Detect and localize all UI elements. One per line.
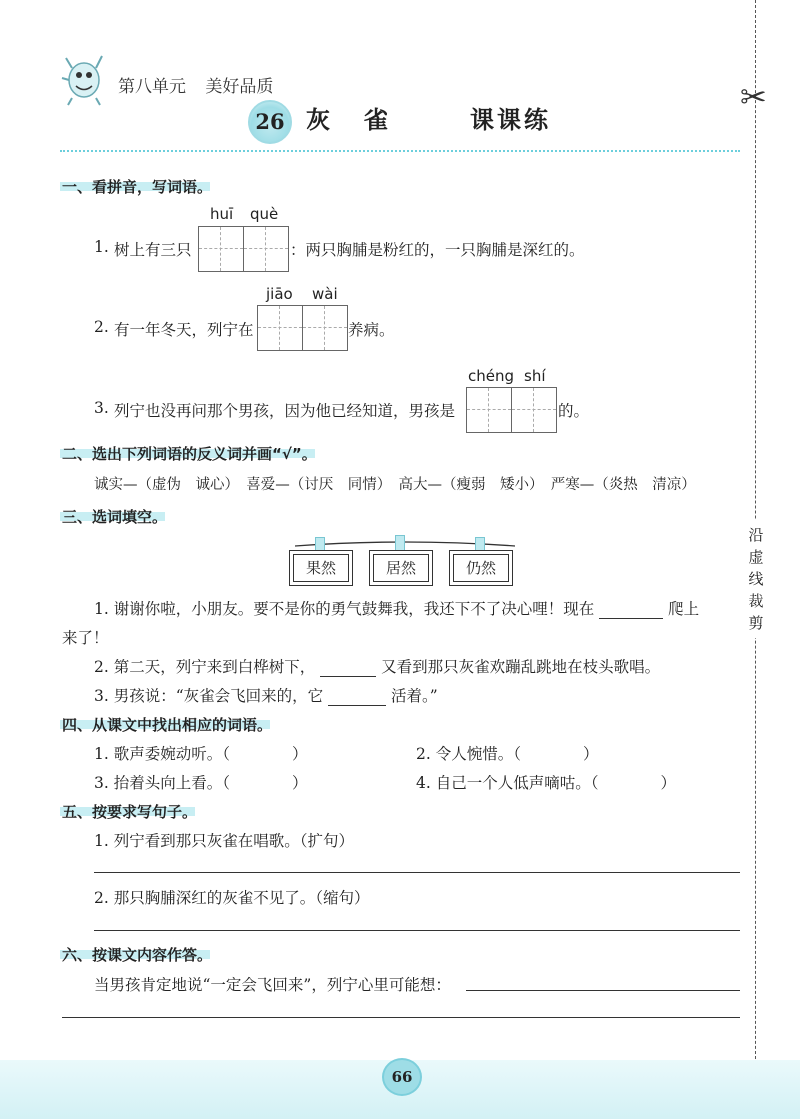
s3-q1-text-a: 1. 谢谢你啦，小朋友。要不是你的勇气鼓舞我，我还下不了决心哩！现在 xyxy=(94,600,595,618)
s5-q1: 1. 列宁看到那只灰雀在唱歌。（扩句） xyxy=(94,832,354,850)
fill-blank[interactable] xyxy=(599,602,663,619)
mascot-illustration xyxy=(58,48,110,106)
s3-q3-text-a: 3. 男孩说：“灰雀会飞回来的，它 xyxy=(94,687,324,705)
char-box[interactable] xyxy=(511,387,557,433)
section-5-title: 五、按要求写句子。 xyxy=(62,803,198,821)
s3-q3-text-b: 活着。” xyxy=(391,687,438,705)
s4-q3: 3. 抬着头向上看。（ ） xyxy=(94,774,308,792)
s1-q3-before: 列宁也没再问那个男孩，因为他已经知道，男孩是 xyxy=(114,402,456,420)
s4-q2: 2. 令人惋惜。（ ） xyxy=(416,745,599,763)
section-6-title: 六、按课文内容作答。 xyxy=(62,946,213,964)
fill-blank[interactable] xyxy=(320,660,376,677)
s3-q2 xyxy=(94,655,660,677)
section-2-title: 二、选出下列词语的反义词并画“√”。 xyxy=(62,445,317,463)
antonym-line: 诚实—（虚伪 诚心） 喜爱—（讨厌 同情） 高大—（瘦弱 矮小） 严寒—（炎热 清凉） xyxy=(94,477,696,493)
char-box[interactable] xyxy=(466,387,512,433)
scissors-icon: ✂ xyxy=(740,78,767,116)
word-card-juran xyxy=(369,550,433,586)
char-box[interactable] xyxy=(257,305,303,351)
lesson-number-badge: 26 xyxy=(248,100,292,144)
s1-q2-after: 养病。 xyxy=(348,321,395,339)
s4-q4: 4. 自己一个人低声嘀咕。（ ） xyxy=(416,774,676,792)
s3-q3 xyxy=(94,684,438,706)
s3-q2-text-a: 2. 第二天，列宁来到白桦树下， xyxy=(94,658,316,676)
s3-q2-text-b: 又看到那只灰雀欢蹦乱跳地在枝头歌唱。 xyxy=(381,658,661,676)
s3-q1-text-b: 爬上 xyxy=(668,600,700,618)
word-card-label: 仍然 xyxy=(453,554,509,582)
section-4-title: 四、从课文中找出相应的词语。 xyxy=(62,716,273,734)
s1-q1-num: 1. xyxy=(94,238,109,256)
char-box[interactable] xyxy=(243,226,289,272)
fill-blank[interactable] xyxy=(328,689,386,706)
s1-q2-before: 有一年冬天，列宁在 xyxy=(114,321,254,339)
s1-q1-after: ：两只胸脯是粉红的，一只胸脯是深红的。 xyxy=(290,241,585,259)
s1-q1-before: 树上有三只 xyxy=(114,241,192,259)
s5-q2: 2. 那只胸脯深红的灰雀不见了。（缩句） xyxy=(94,889,370,907)
answer-line[interactable] xyxy=(94,872,740,873)
page-number: 66 xyxy=(382,1058,422,1096)
lesson-title: 灰雀 xyxy=(306,105,422,134)
section-1-title: 一、看拼音，写词语。 xyxy=(62,178,213,196)
word-card-guoran xyxy=(289,550,353,586)
lesson-type: 课课练 xyxy=(470,105,551,134)
answer-line[interactable] xyxy=(466,990,740,991)
clip-icon xyxy=(395,535,405,551)
pinyin-wai: wài xyxy=(312,285,338,303)
pinyin-que: què xyxy=(250,205,279,223)
s1-q3-after: 的。 xyxy=(558,402,590,420)
answer-line[interactable] xyxy=(94,930,740,931)
pinyin-jiao: jiāo xyxy=(266,285,293,303)
s1-q3-num: 3. xyxy=(94,399,109,417)
char-box[interactable] xyxy=(198,226,244,272)
unit-theme: 美好品质 xyxy=(205,77,274,97)
pinyin-cheng: chéng xyxy=(468,367,515,385)
word-card-rengran xyxy=(449,550,513,586)
word-card-label: 居然 xyxy=(373,554,429,582)
s3-q1 xyxy=(94,597,699,619)
s3-q1-text-c: 来了！ xyxy=(62,629,109,647)
s6-q1: 当男孩肯定地说“一定会飞回来”，列宁心里可能想： xyxy=(94,976,451,994)
s1-q2-num: 2. xyxy=(94,318,109,336)
cut-instruction: 沿虚线裁剪 xyxy=(742,520,770,638)
section-3-title: 三、选词填空。 xyxy=(62,508,168,526)
char-box[interactable] xyxy=(302,305,348,351)
unit-label: 第八单元 xyxy=(118,77,186,97)
answer-line[interactable] xyxy=(62,1017,740,1018)
pinyin-shi: shí xyxy=(524,367,546,385)
s4-q1: 1. 歌声委婉动听。（ ） xyxy=(94,745,308,763)
pinyin-hui: huī xyxy=(210,205,234,223)
header-divider xyxy=(60,150,740,152)
unit-heading xyxy=(118,72,287,97)
word-card-label: 果然 xyxy=(293,554,349,582)
